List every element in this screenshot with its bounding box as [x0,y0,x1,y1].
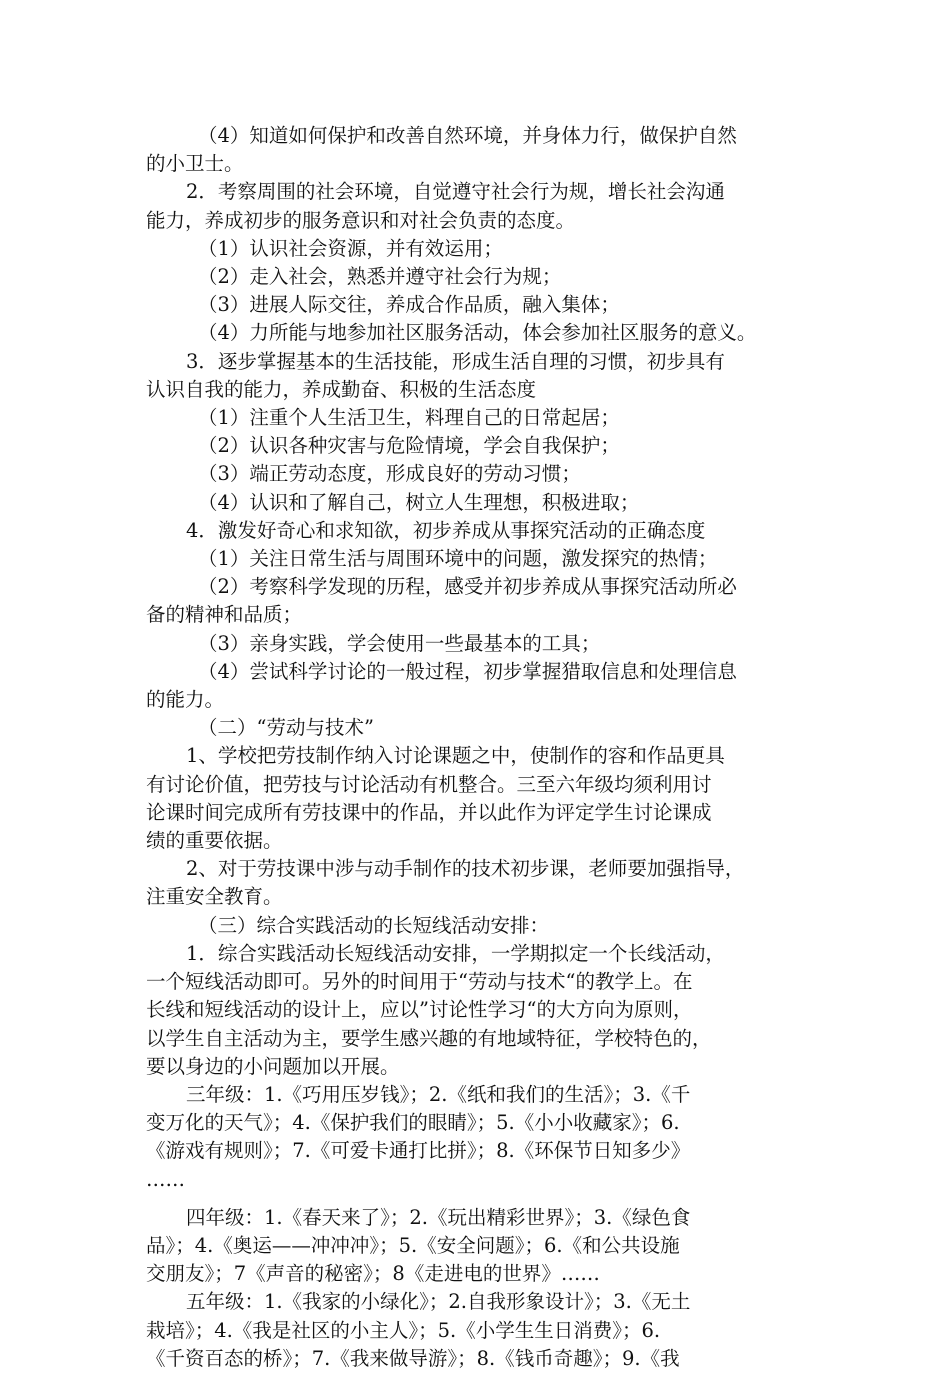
text-line: （1）认识社会资源，并有效运用； [198,236,503,260]
text-line: （3）端正劳动态度，形成良好的劳动习惯； [198,462,581,486]
text-line: 的小卫士。 [146,152,244,176]
document-body [146,122,810,1373]
text-line: 认识自我的能力，养成勤奋、积极的生活态度 [146,377,537,401]
text-line: 有讨论价值，把劳技与讨论活动有机整合。三至六年级均须利用讨 [146,772,712,796]
text-line: 交朋友》；7《声音的秘密》；8《走进电的世界》…… [146,1262,600,1286]
text-line: 能力，养成初步的服务意识和对社会负责的态度。 [146,208,576,232]
text-line: （4）知道如何保护和改善自然环境，并身体力行，做保护自然 [198,124,737,147]
text-line: 2、对于劳技课中涉与动手制作的技术初步课，老师要加强指导， [186,857,745,881]
text-line: 《千资百态的桥》；7.《我来做导游》；8.《钱币奇趣》；9.《我 [146,1346,680,1370]
text-line: 2．考察周围的社会环境，自觉遵守社会行为规，增长社会沟通 [186,180,725,204]
text-line: （4）尝试科学讨论的一般过程，初步掌握猎取信息和处理信息 [198,659,737,683]
text-line: 3．逐步掌握基本的生活技能，形成生活自理的习惯，初步具有 [186,349,725,373]
text-line: 一个短线活动即可。另外的时间用于“劳动与技术“的教学上。在 [146,970,693,994]
text-line: 要以身边的小问题加以开展。 [146,1054,400,1078]
text-line: （2）考察科学发现的历程，感受并初步养成从事探究活动所必 [198,575,737,599]
text-line: 绩的重要依据。 [146,829,283,853]
text-line: 五年级：1.《我家的小绿化》；2.自我形象设计》；3.《无土 [186,1290,691,1314]
text-line: …… [146,1167,185,1191]
text-line: （1）关注日常生活与周围环境中的问题，激发探究的热情； [198,547,718,571]
text-line: 以学生自主活动为主，要学生感兴趣的有地域特征，学校特色的， [146,1026,712,1050]
text-line: （4）力所能与地参加社区服务活动，体会参加社区服务的意义。 [198,321,757,345]
text-line: 注重安全教育。 [146,885,283,909]
text-line: 三年级：1.《巧用压岁钱》；2.《纸和我们的生活》；3.《千 [186,1082,691,1106]
text-line: 1．综合实践活动长短线活动安排，一学期拟定一个长线活动， [186,941,725,965]
text-line: 变万化的天气》；4.《保护我们的眼睛》；5.《小小收藏家》；6. [146,1111,680,1135]
text-line: 长线和短线活动的设计上，应以”讨论性学习“的大方向为原则， [146,998,693,1022]
text-line: （3）亲身实践，学会使用一些最基本的工具； [198,631,601,655]
text-line: 1、学校把劳技制作纳入讨论课题之中，使制作的容和作品更具 [186,744,725,768]
text-line: 品》；4.《奥运——冲冲冲》；5.《安全问题》；6.《和公共设施 [146,1233,680,1257]
text-line: 论课时间完成所有劳技课中的作品，并以此作为评定学生讨论课成 [146,800,712,824]
text-line: （2）走入社会，熟悉并遵守社会行为规； [198,265,562,289]
text-line: 的能力。 [146,688,225,712]
text-line: （2）认识各种灾害与危险情境，学会自我保护； [198,434,620,458]
text-line: 《游戏有规则》；7.《可爱卡通打比拼》；8.《环保节日知多少》 [146,1139,691,1163]
text-line: 栽培》；4.《我是社区的小主人》；5.《小学生生日消费》；6. [146,1318,661,1342]
text-line: （4）认识和了解自己，树立人生理想，积极进取； [198,490,640,514]
text-line: （1）注重个人生活卫生，料理自己的日常起居； [198,406,620,430]
text-line: 四年级：1.《春天来了》；2.《玩出精彩世界》；3.《绿色食 [186,1205,691,1229]
section-heading: （二）“劳动与技术” [198,716,374,740]
text-line: （3）进展人际交往，养成合作品质，融入集体； [198,293,620,317]
section-heading: （三）综合实践活动的长短线活动安排： [198,913,550,937]
text-line: 备的精神和品质； [146,603,303,627]
text-line: 4．激发好奇心和求知欲，初步养成从事探究活动的正确态度 [186,518,706,542]
